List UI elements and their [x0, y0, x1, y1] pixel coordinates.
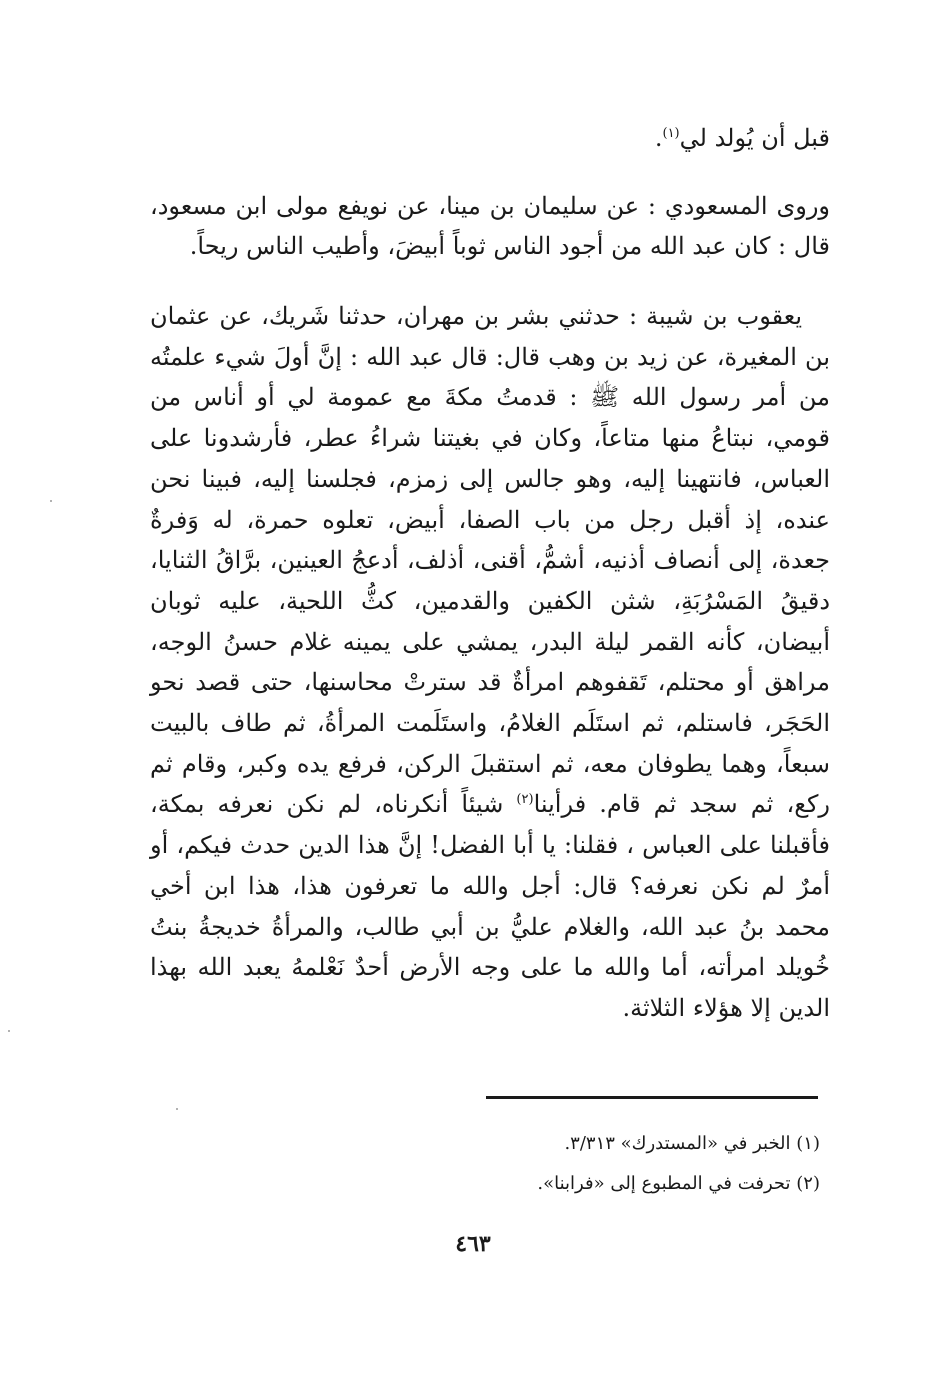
footnotes	[360, 1124, 820, 1204]
paragraph-masudi	[150, 186, 830, 266]
footnote-ref-2: (٢)	[516, 792, 534, 808]
footnote-ref-1: (١)	[662, 126, 680, 141]
footnote-2: (٢) تحرفت في المطبوع إلى «فرابنا».	[537, 1173, 820, 1194]
paragraph-masudi-text: وروى المسعودي : عن سليمان بن مينا، عن نويفع مولى ابن مسعود، قال : كان عبد الله من أجود الناس ثوباً أبيضَ، وأطيب الناس ريحاً.	[150, 192, 830, 260]
page-number: ٤٦٣	[455, 1231, 491, 1257]
footnote-1: (١) الخبر في «المستدرك» ٣/٣١٣.	[564, 1133, 820, 1154]
footnote-divider	[486, 1096, 818, 1099]
scan-speck	[50, 500, 52, 502]
paragraph-yaqub-body	[150, 296, 830, 1029]
paragraph-yaqub-text-2: شيئاً أنكرناه، لم نكن نعرفه بمكة، فأقبلنا على العباس ، فقلنا: يا أبا الفضل! إنَّ هذا الدين حدث فيكم، أو أمرٌ لم نكن نعرفه؟ قال: أجل والله ما تعرفون هذا، هذا ابن أخي محمد بنُ عبد الله، والغلام عليُّ بن أبي طالب، والمرأةُ خديجةُ بنتُ خُويلد امرأته، أما والله ما على وجه الأرض أحدٌ نَعْلمهُ يعبد الله بهذا الدين إلا هؤلاء الثلاثة.	[150, 790, 830, 1022]
scan-speck	[176, 1108, 178, 1110]
opening-text: قبل أن يُولد لي	[679, 124, 830, 152]
opening-line	[150, 118, 830, 158]
paragraph-yaqub	[150, 296, 830, 1029]
paragraph-yaqub-text-1: يعقوب بن شيبة : حدثني بشر بن مهران، حدثنا شَريك، عن عثمان بن المغيرة، عن زيد بن وهب قال: قال عبد الله : إنَّ أولَ شيء علمتُه من أمر رسول الله ﷺ : قدمتُ مكةَ مع عمومة لي أو أناس من قومي، نبتاعُ منها متاعاً، وكان في بغيتنا شراءُ عطر، فأرشدونا على العباس، فانتهينا إليه، وهو جالس إلى زمزم، فجلسنا إليه، فبينا نحن عنده، إذ أقبل رجل من باب الصفا، أبيض، تعلوه حمرة، له وَفرةٌ جعدة، إلى أنصاف أذنيه، أشمُّ، أقنى، أذلف، أدعجُ العينين، برَّاقُ الثنايا، دقيقُ المَسْرُبَةِ، شثن الكفين والقدمين، كثُّ اللحية، عليه ثوبان أبيضان، كأنه القمر ليلة البدر، يمشي على يمينه غلام حسنُ الوجه، مراهق أو محتلم، تَقفوهم امرأةٌ قد سترتْ محاسنها، حتى قصد نحو الحَجَر، فاستلم، ثم استَلَم الغلامُ، واستَلَمت المرأةُ، ثم طاف بالبيت سبعاً، وهما يطوفان معه، ثم استقبلَ الركن، فرفع يده وكبر، وقام ثم ركع، ثم سجد ثم قام. فرأينا	[150, 302, 830, 819]
scan-speck	[8, 1030, 10, 1032]
opening-period: .	[654, 124, 663, 152]
